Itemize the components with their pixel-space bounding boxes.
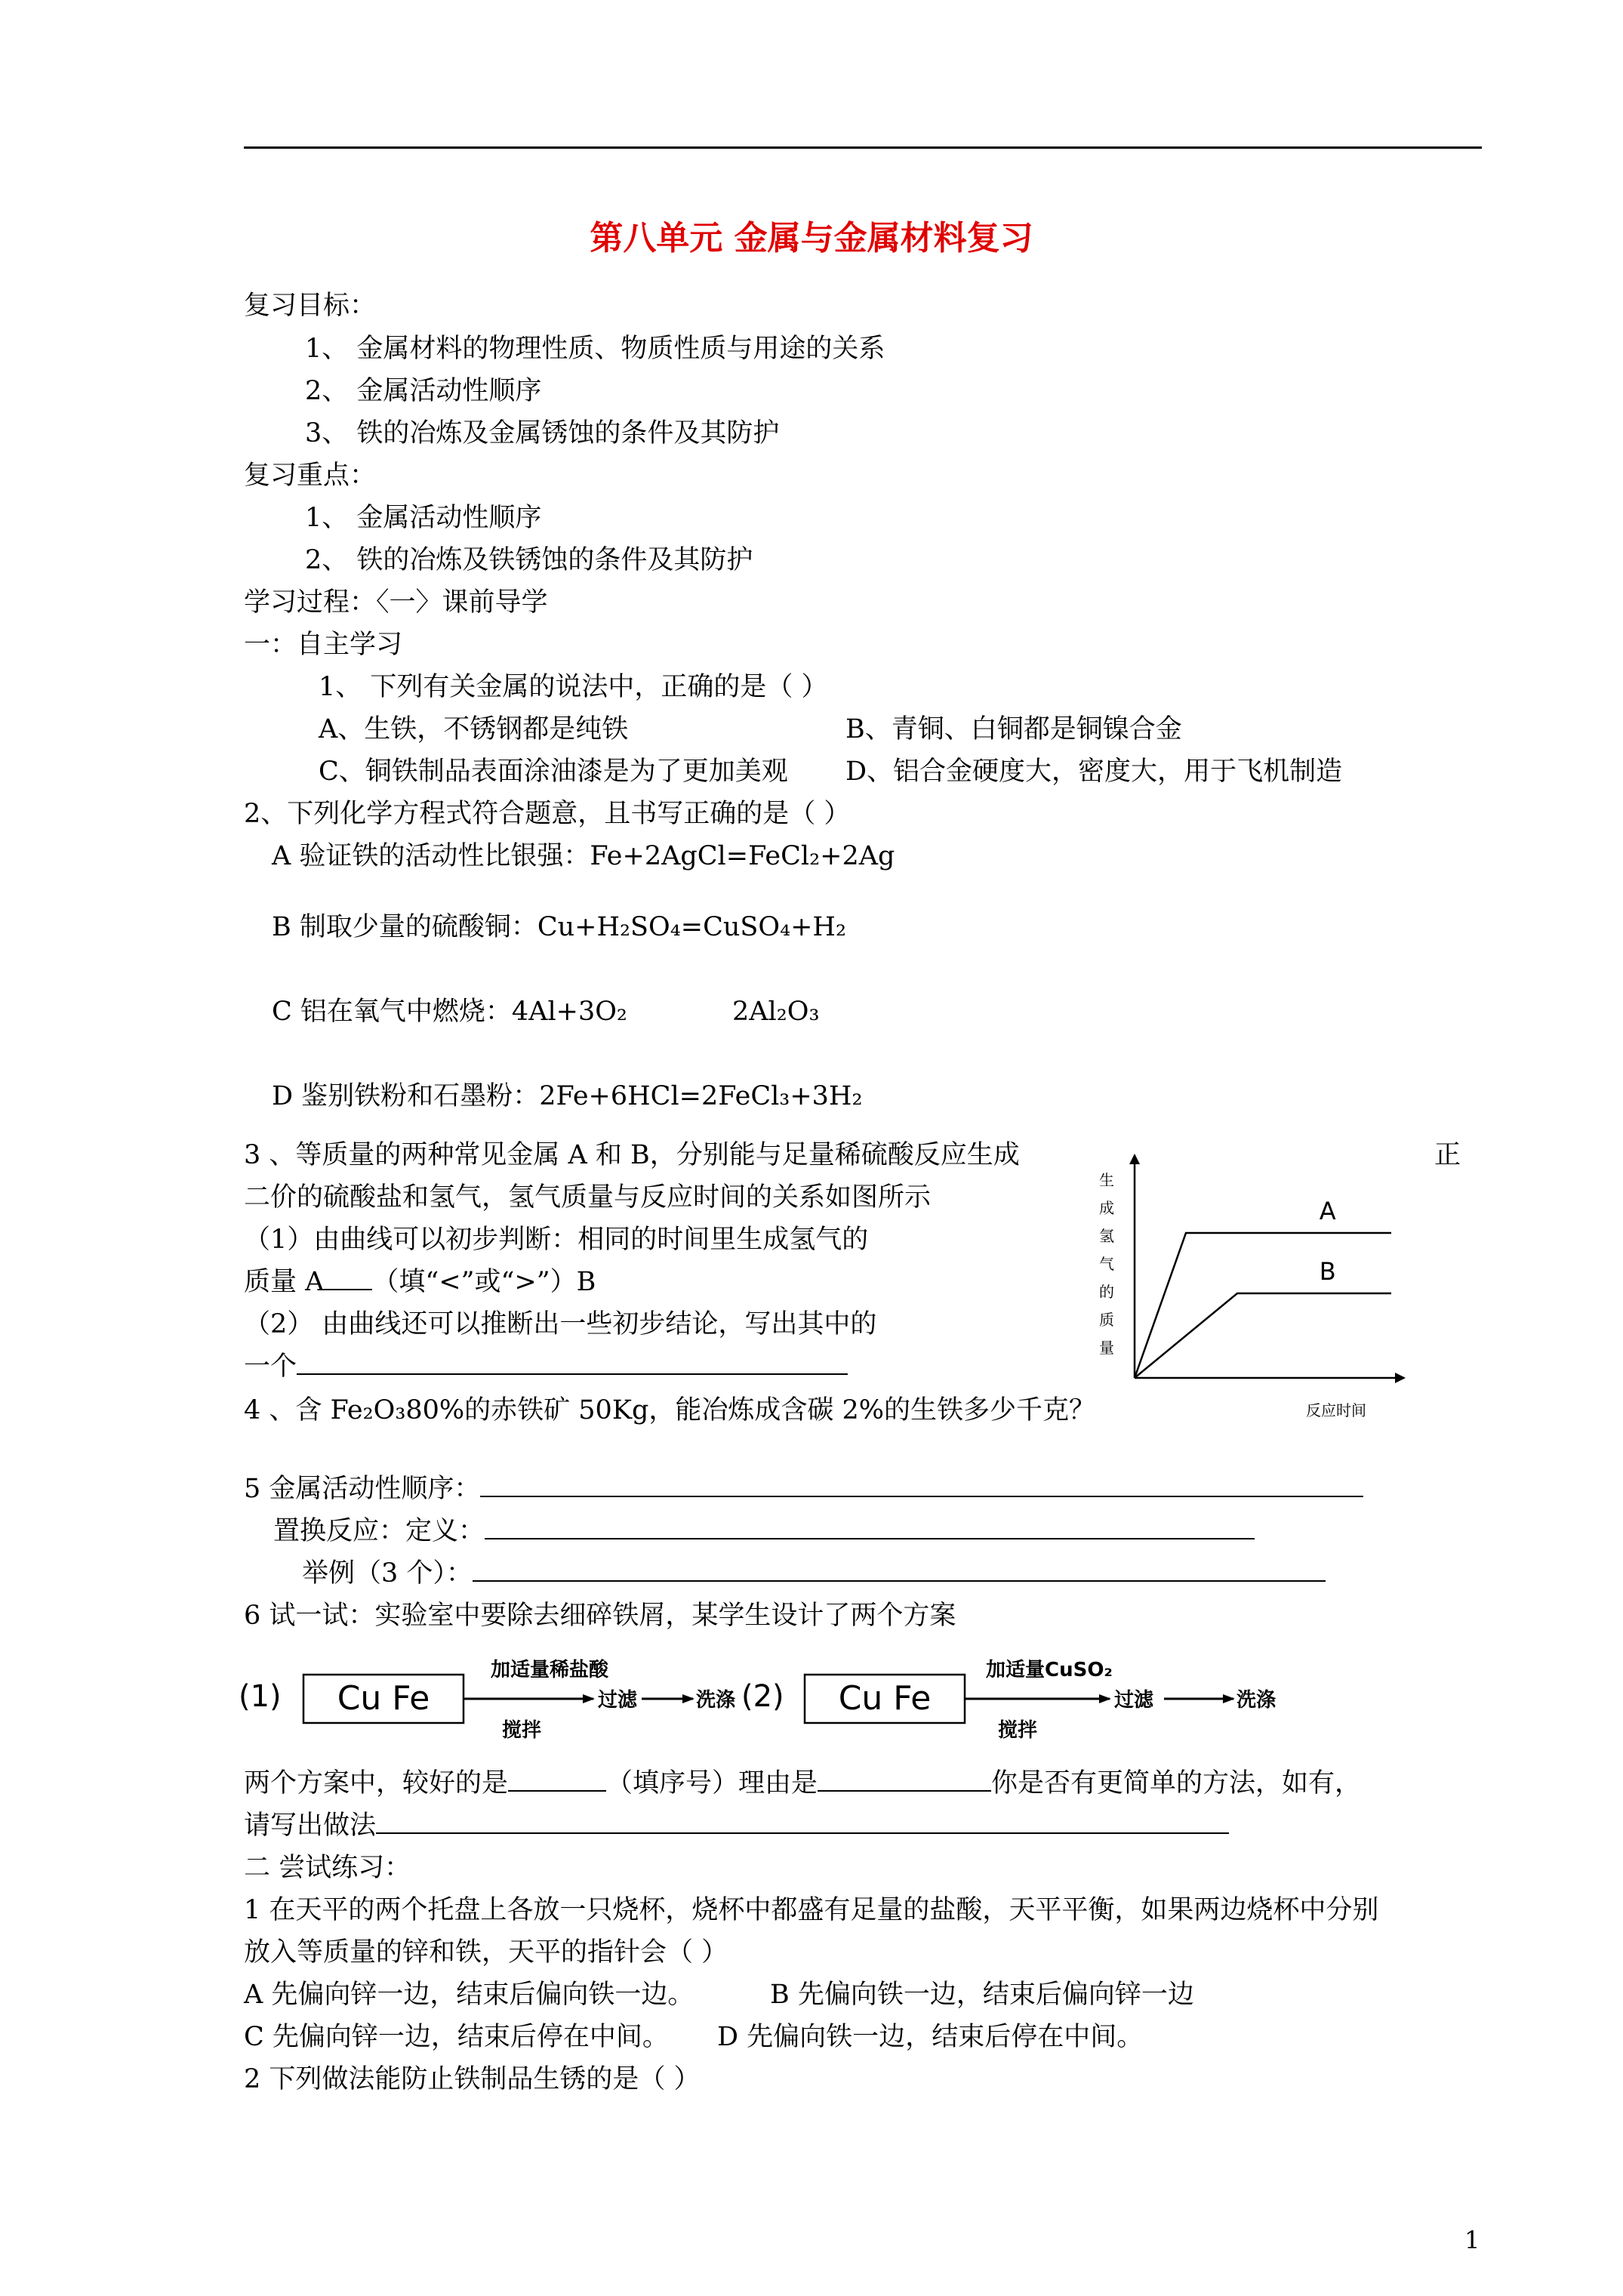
q5-line-2 <box>273 1515 1255 1548</box>
y-axis-label-char: 氢 <box>1099 1227 1114 1245</box>
flow-wash-1: 洗涤 <box>696 1689 736 1712</box>
q6-flow-diagram <box>234 1646 1336 1759</box>
q6-answer-blank-3[interactable] <box>376 1810 1229 1834</box>
flow-reagent-2: 加适量CuSO₂ <box>986 1659 1113 1681</box>
q2-option-d-label: D 鉴别铁粉和石墨粉： <box>272 1081 540 1111</box>
q6-stem: 6 试一试：实验室中要除去细碎铁屑，某学生设计了两个方案 <box>244 1601 956 1631</box>
page-number: 1 <box>1464 2226 1480 2254</box>
q6-line-1-a: 两个方案中，较好的是 <box>244 1768 509 1798</box>
q5-line-2-label: 置换反应：定义： <box>273 1516 485 1546</box>
q2-option-b-label: B 制取少量的硫酸铜： <box>272 912 537 942</box>
series-label-a: A <box>1319 1197 1336 1225</box>
flow-filter-1: 过滤 <box>598 1689 638 1712</box>
q6-answer-blank-2[interactable] <box>818 1767 991 1792</box>
q6-answer-line-2 <box>244 1809 1229 1842</box>
q2-option-c-equation-left: 4Al+3O₂ <box>511 997 627 1027</box>
p1-line-2: 放入等质量的锌和铁，天平的指针会（ ） <box>244 1937 728 1968</box>
y-axis-label-char: 的 <box>1099 1283 1114 1301</box>
flow-box-1-text: Cu Fe <box>337 1679 430 1718</box>
q1-option-d: D、铝合金硬度大，密度大，用于飞机制造 <box>845 757 1343 787</box>
q3-line-4-a: 质量 A <box>244 1267 325 1297</box>
series-line-a <box>1135 1233 1391 1378</box>
q2-option-d-equation: 2Fe+6HCl=2FeCl₃+3H₂ <box>539 1081 863 1111</box>
q3-line-4-b: （填“<”或“>”）B <box>372 1267 596 1297</box>
y-axis-label-char: 质 <box>1099 1311 1114 1329</box>
p1-option-b: B 先偏向铁一边，结束后偏向锌一边 <box>770 1980 1194 2010</box>
q1-stem: 1、 下列有关金属的说法中，正确的是（ ） <box>319 672 828 702</box>
q2-option-c <box>272 995 627 1028</box>
y-axis-label-char: 成 <box>1099 1199 1114 1217</box>
q3-answer-blank-1[interactable] <box>324 1266 372 1290</box>
header-rule <box>244 146 1482 149</box>
q2-option-a-equation: Fe+2AgCl=FeCl₂+2Ag <box>590 841 895 871</box>
q3-line-6 <box>244 1350 848 1383</box>
focus-item-2: 2、 铁的冶炼及铁锈蚀的条件及其防护 <box>305 545 753 575</box>
p1-option-d: D 先偏向铁一边，结束后停在中间。 <box>717 2022 1144 2052</box>
y-axis-label-char: 生 <box>1099 1171 1114 1189</box>
q5-answer-blank-3[interactable] <box>473 1558 1326 1582</box>
y-axis-label-char: 气 <box>1099 1255 1114 1273</box>
process-heading: 学习过程：〈一〉课前导学 <box>244 587 548 618</box>
q5-line-1 <box>244 1472 1363 1505</box>
q2-option-b <box>272 911 846 944</box>
flow-box-2-text: Cu Fe <box>838 1679 932 1718</box>
flow-label-2: (2) <box>741 1679 784 1714</box>
q4-stem: 4 、含 Fe₂O₃80%的赤铁矿 50Kg，能冶炼成含碳 2%的生铁多少千克？ <box>244 1395 1096 1425</box>
x-axis-label: 反应时间 <box>1306 1401 1366 1419</box>
q6-line-2-label: 请写出做法 <box>244 1811 377 1841</box>
flow-wash-2: 洗涤 <box>1236 1689 1277 1712</box>
y-axis-label <box>1099 1171 1114 1357</box>
q2-stem: 2、下列化学方程式符合题意，且书写正确的是（ ） <box>244 799 851 829</box>
focus-heading: 复习重点： <box>244 461 377 491</box>
flow-stir-2: 搅拌 <box>998 1719 1038 1742</box>
q3-line-6-label: 一个 <box>244 1351 297 1382</box>
q2-option-c-label: C 铝在氧气中燃烧： <box>272 997 512 1027</box>
q3-line-3: （1）由曲线可以初步判断：相同的时间里生成氢气的 <box>244 1225 869 1255</box>
q1-option-b: B、青铜、白铜都是铜镍合金 <box>845 714 1182 744</box>
p2-stem: 2 下列做法能防止铁制品生锈的是（ ） <box>244 2064 701 2094</box>
q3-line-4 <box>244 1265 596 1299</box>
y-axis-label-char: 量 <box>1099 1339 1114 1357</box>
hydrogen-mass-chart <box>1087 1148 1419 1435</box>
focus-item-1: 1、 金属活动性顺序 <box>305 503 542 533</box>
q5-line-3 <box>302 1557 1326 1590</box>
series-label-b: B <box>1319 1257 1336 1286</box>
q2-option-a-label: A 验证铁的活动性比银强： <box>272 841 590 871</box>
q2-option-a <box>272 840 895 873</box>
p1-line-1: 1 在天平的两个托盘上各放一只烧杯，烧杯中都盛有足量的盐酸，天平平衡，如果两边烧杯中分别 <box>244 1895 1379 1925</box>
q3-line-2: 二价的硫酸盐和氢气，氢气质量与反应时间的关系如图所示 <box>244 1182 932 1213</box>
q5-answer-blank-2[interactable] <box>485 1515 1255 1539</box>
q5-line-1-label: 5 金属活动性顺序： <box>244 1474 481 1504</box>
goal-item-1: 1、 金属材料的物理性质、物质性质与用途的关系 <box>305 334 885 364</box>
goal-item-2: 2、 金属活动性顺序 <box>305 376 542 406</box>
q1-option-a: A、生铁，不锈钢都是纯铁 <box>319 714 629 744</box>
section2-heading: 二 尝试练习： <box>244 1853 411 1883</box>
q2-option-b-equation: Cu+H₂SO₄=CuSO₄+H₂ <box>537 912 846 942</box>
flow-label-1: (1) <box>239 1679 282 1714</box>
q5-answer-blank-1[interactable] <box>480 1473 1363 1497</box>
goal-item-3: 3、 铁的冶炼及金属锈蚀的条件及其防护 <box>305 418 780 448</box>
flow-reagent-1: 加适量稀盐酸 <box>491 1659 609 1681</box>
q5-line-3-label: 举例（3 个）： <box>302 1558 473 1589</box>
q1-option-c: C、铜铁制品表面涂油漆是为了更加美观 <box>319 757 788 787</box>
q6-answer-blank-1[interactable] <box>508 1767 606 1792</box>
goals-heading: 复习目标： <box>244 291 377 321</box>
q6-answer-line-1 <box>244 1767 1361 1800</box>
flow-stir-1: 搅拌 <box>502 1719 542 1742</box>
q2-option-c-equation-right: 2Al₂O₃ <box>732 997 820 1027</box>
section1-heading: 一：自主学习 <box>244 630 403 660</box>
q6-line-1-b: （填序号）理由是 <box>606 1768 818 1798</box>
flow-filter-2: 过滤 <box>1114 1689 1154 1712</box>
series-line-b <box>1135 1293 1391 1378</box>
q6-line-1-c: 你是否有更简单的方法，如有， <box>991 1768 1362 1798</box>
page-title: 第八单元 金属与金属材料复习 <box>590 219 1033 257</box>
q3-line-1-tail: 正 <box>1434 1140 1461 1170</box>
q3-line-1: 3 、等质量的两种常见金属 A 和 B，分别能与足量稀硫酸反应生成 <box>244 1140 1020 1170</box>
p1-option-c: C 先偏向锌一边，结束后停在中间。 <box>244 2022 669 2052</box>
q2-option-d <box>272 1080 862 1113</box>
q3-answer-blank-2[interactable] <box>297 1351 848 1375</box>
p1-option-a: A 先偏向锌一边，结束后偏向铁一边。 <box>244 1980 694 2010</box>
q3-line-5: （2） 由曲线还可以推断出一些初步结论，写出其中的 <box>244 1309 877 1339</box>
